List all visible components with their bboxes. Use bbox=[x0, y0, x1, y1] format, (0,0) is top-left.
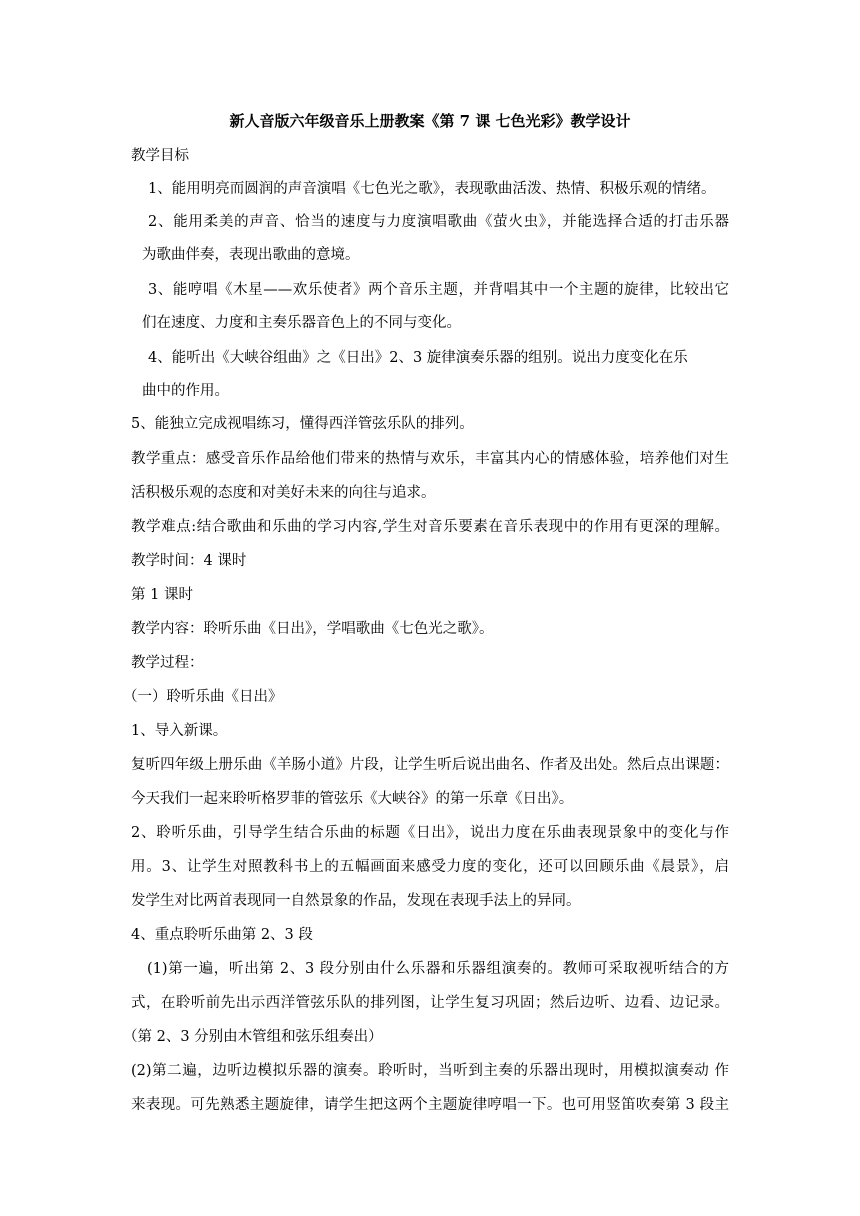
step-1-paragraph-line-1: 复听四年级上册乐曲《羊肠小道》片段，让学生听后说出曲名、作者及出处。然后点出课题： bbox=[131, 757, 729, 773]
step-4-item-1-line-2: 式，在聆听前先出示西洋管弦乐队的排列图，让学生复习巩固；然后边听、边看、边记录。 bbox=[131, 995, 729, 1011]
step-4-heading: 4、重点聆听乐曲第 2、3 段 bbox=[131, 927, 313, 943]
teaching-difficulty: 教学难点:结合歌曲和乐曲的学习内容,学生对音乐要素在音乐表现中的作用有更深的理解。 bbox=[131, 519, 729, 535]
step-2-line-2: 用。3、让学生对照教科书上的五幅画面来感受力度的变化，还可以回顾乐曲《晨景》，启 bbox=[131, 859, 729, 875]
step-1-paragraph-line-2: 今天我们一起来聆听格罗菲的管弦乐《大峡谷》的第一乐章《日出》。 bbox=[131, 791, 574, 807]
section-1-heading: （一）聆听乐曲《日出》 bbox=[123, 689, 283, 705]
objective-2-line-2: 为歌曲伴奏，表现出歌曲的意境。 bbox=[142, 247, 360, 263]
teaching-focus-line-2: 活积极乐观的态度和对美好未来的向往与追求。 bbox=[131, 485, 436, 501]
teaching-process-heading: 教学过程： bbox=[131, 655, 204, 671]
step-1-heading: 1、导入新课。 bbox=[131, 723, 228, 739]
objective-4-line-2: 曲中的作用。 bbox=[142, 383, 229, 399]
teaching-content: 教学内容：聆听乐曲《日出》，学唱歌曲《七色光之歌》。 bbox=[131, 621, 494, 637]
document-title: 新人音版六年级音乐上册教案《第 7 课 七色光彩》教学设计 bbox=[229, 112, 631, 130]
step-4-item-1-note: （第 2、3 分别由木管组和弦乐组奏出） bbox=[123, 1029, 383, 1045]
objective-3-line-1: 3、能哼唱《木星——欢乐使者》两个音乐主题，并背唱其中一个主题的旋律，比较出它 bbox=[148, 282, 729, 298]
step-2-line-3: 发学生对比两首表现同一自然景象的作品，发现在表现手法上的异同。 bbox=[131, 893, 581, 909]
step-4-item-1-line-1: (1)第一遍，听出第 2、3 段分别由什么乐器和乐器组演奏的。教师可采取视听结合的方 bbox=[147, 961, 729, 977]
objective-1: 1、能用明亮而圆润的声音演唱《七色光之歌》，表现歌曲活泼、热情、积极乐观的情绪。 bbox=[148, 181, 716, 197]
lesson-1-heading: 第 1 课时 bbox=[131, 587, 193, 603]
objective-3-line-2: 们在速度、力度和主奏乐器音色上的不同与变化。 bbox=[142, 315, 461, 331]
step-4-item-2-line-1: (2)第二遍，边听边模拟乐器的演奏。聆听时，当听到主奏的乐器出现时，用模拟演奏动 作 bbox=[131, 1063, 729, 1079]
objective-2-line-1: 2、能用柔美的声音、恰当的速度与力度演唱歌曲《萤火虫》，并能选择合适的打击乐器 bbox=[148, 214, 729, 230]
objective-5: 5、能独立完成视唱练习，懂得西洋管弦乐队的排列。 bbox=[131, 416, 474, 432]
teaching-time: 教学时间：4 课时 bbox=[131, 553, 247, 569]
step-2-line-1: 2、聆听乐曲，引导学生结合乐曲的标题《日出》，说出力度在乐曲表现景象中的变化与作 bbox=[131, 825, 729, 841]
objective-4-line-1: 4、能听出《大峡谷组曲》之《日出》2、3 旋律演奏乐器的组别。说出力度变化在乐 bbox=[148, 350, 688, 366]
section-heading-objectives: 教学目标 bbox=[131, 148, 189, 164]
step-4-item-2-line-2: 来表现。可先熟悉主题旋律，请学生把这两个主题旋律哼唱一下。也可用竖笛吹奏第 3 段主 bbox=[131, 1097, 729, 1113]
teaching-focus-line-1: 教学重点：感受音乐作品给他们带来的热情与欢乐，丰富其内心的情感体验，培养他们对生 bbox=[131, 451, 729, 467]
